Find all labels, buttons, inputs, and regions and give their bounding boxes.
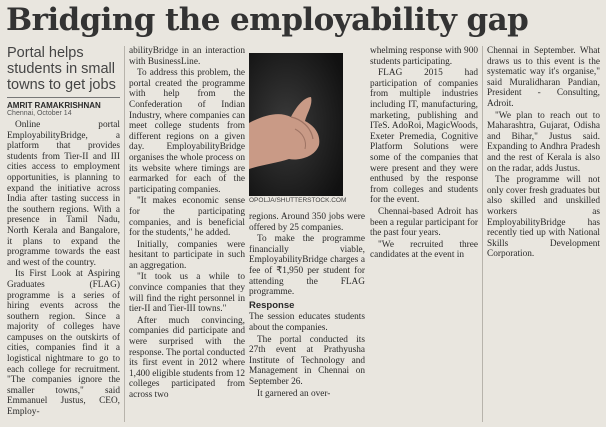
paragraph: Online portal EmployabilityBridge, a platform that provides students from Tier-II and III cities access to employment opportunities, is planning to expand the initiative across India after tasting success in the southern regions. With a presence in Tamil Nadu, North Kerala and Bangalore, it plans to expand the programme towards the east and west of the country.	[7, 120, 120, 268]
column-4	[370, 46, 478, 262]
reaching-hand-icon	[249, 53, 343, 196]
paragraph: whelming response with 900 students participating.	[370, 46, 478, 67]
column-divider	[124, 46, 125, 422]
paragraph: Chennai in September. What draws us to this event is the systematic way it's organise," said Muralidharan Pandian, President - Consulting, Adroit.	[487, 46, 600, 109]
paragraph: After much convincing, companies did participate and were surprised with the response. The portal conducted its first event in 2012 where 1,400 eligible students from 12 colleges participated from across two	[129, 315, 246, 400]
hand-photo	[249, 53, 343, 196]
section-heading-response: Response	[249, 299, 295, 311]
subheadline: Portal helps students in small towns to get jobs	[7, 45, 116, 93]
paragraph: The session educates students about the companies.	[249, 312, 365, 333]
paragraph: FLAG 2015 had participation of companies from multiple industries including IT, manufacturing, marketing, publishing and ITeS. AdoRoi, MagicWoods, Exeter Premedia, Cognitive Platform Solutions were some of the companies that were present and they were enthused by the response from colleges and students for the event.	[370, 68, 478, 206]
paragraph: It garnered an over-	[257, 388, 331, 399]
paragraph: "We plan to reach out to Maharashtra, Gujarat, Odisha and Bihar," Justus said. Expanding to Andhra Pradesh and the rest of Kerala is also on the radar, adds Justus.	[487, 110, 600, 174]
dateline: Chennai, October 14	[7, 110, 72, 117]
byline: AMRIT RAMAKRISHNAN	[7, 101, 101, 110]
paragraph: "It took us a while to convince companies that they will find the right personnel in tier-II and Tier-III towns."	[129, 272, 245, 315]
headline: Bridging the employability gap	[6, 2, 529, 38]
column-2	[129, 46, 245, 402]
paragraph: To address this problem, the portal created the programme with help from the Confederation of Indian Industry, where companies can meet college students from different regions on a given day. EmployabilityBridge organises the whole process on its website where timings are earmarked for each of the participating companies.	[129, 68, 245, 195]
column-divider	[482, 46, 483, 422]
paragraph: regions. Around 350 jobs were offered by 25 companies.	[249, 212, 365, 233]
column-3	[249, 212, 365, 400]
column-1	[7, 45, 120, 419]
paragraph: abilityBridge in an interaction with BusinessLine.	[129, 46, 245, 67]
byline-rule	[7, 97, 120, 98]
column-5	[487, 46, 600, 261]
paragraph: The programme will not only cover fresh graduates but also skilled and unskilled workers as EmployabilityBridge has recently tied up with National Skills Development Corporation.	[487, 175, 600, 260]
photo-credit: OPOLJA/SHUTTERSTOCK.COM	[249, 197, 347, 204]
paragraph: Chennai-based Adroit has been a regular participant for the past four years.	[370, 206, 478, 239]
paragraph: "It makes economic sense for the participating companies, and is beneficial for the students," he added.	[129, 196, 245, 239]
paragraph: "We recruited three candidates at the event in	[370, 239, 478, 261]
paragraph: The portal conducted its 27th event at Prathyusha Institute of Technology and Management in Chennai on September 26.	[249, 334, 365, 387]
paragraph: Its First Look at Aspiring Graduates (FLAG) programme is a series of hiring events across the southern region. Since a majority of colleges have campuses on the outskirts of cities, companies find it a logistical nightmare to go to each college for recruitment. "The companies ignore the smaller towns," said Emmanuel Justus, CEO, Employ-	[7, 269, 120, 418]
paragraph: Initially, companies were hesitant to participate in such an aggregation.	[129, 239, 245, 271]
paragraph: To make the programme financially viable, EmployabilityBridge charges a fee of ₹1,950 per student for attending the FLAG programme.	[249, 234, 365, 298]
